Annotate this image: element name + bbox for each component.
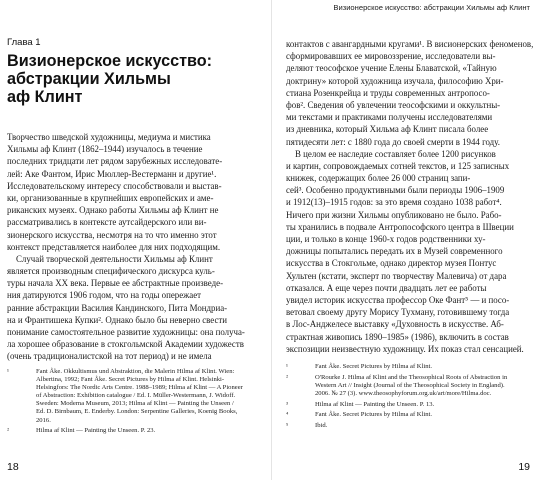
footnote-text: Ibid. [315,421,328,429]
text-line: ния датируются 1906 годом, что на годы опережает [7,290,202,301]
footnote-text: O'Rourke J. Hilma af Klint and the Theosophical Roots of Abstraction in [315,373,508,381]
text-line: деляют теософское учение Елены Блаватской, «Тайную [286,63,497,74]
text-line: пятидесяти лет: с 1880 года до своей смерти в 1944 году. [286,136,500,147]
text-line: Хультен (кстати, эксперт по творчеству Малевича) от дара [286,270,507,281]
text-line: и 1912(13)–1915 годов: за это время создано 1038 работ⁴. [286,197,502,208]
footnote [286,374,538,398]
text-line: на и Франтишека Купки². Однако было бы неверно свести [7,314,228,325]
footnote-text: 2016. [36,416,51,424]
text-line: ции, и только в конце 1960-х годов родственники ху- [286,234,486,244]
footnote-text: 2006. № 27 (3). www.theosophyforum.org.uk/art/more/Hilma.doc. [315,389,492,397]
chapter-label: Глава 1 [7,37,41,48]
right-page [272,0,544,480]
footnote-text: Fant Åke. Okkultismus und Abstraktion, die Malerin Hilma af Klint. Wien: [36,368,235,375]
footnote-number: ¹ [7,368,9,375]
footnote [7,427,265,435]
text-line: В целом ее наследие составляет более 1200 рисунков [295,148,496,159]
footnote-text: of Abstraction: Exhibition catalogue / Ed. I. Müller-Westermann, J. Widoff. [36,392,236,400]
text-line: контактов с авангардными кругами¹. В висионерских феноменов, [286,39,534,49]
chapter-title-line: абстракции Хильмы [7,70,171,89]
footnote-text: Western Art // Insight (Journal of the Theosophical Society in England). [315,381,505,389]
text-line: стиана Розенкрейца и труды современных антропосо- [286,87,490,98]
text-line: экспозиции неизвестную художницу. Их показ стал сенсацией. [286,343,524,354]
footnote [286,363,538,371]
left-footnotes [7,368,265,438]
footnote-text: Fant Åke. Secret Pictures by Hilma af Klint. [315,363,433,370]
footnote [7,368,265,425]
text-line: искусства в Стокгольме, однако директор музея Понтус [286,258,497,269]
footnote-number: ⁵ [286,421,289,429]
chapter-title [7,52,269,107]
footnote-text: Hilma af Klint — Painting the Unseen. P. 23. [36,427,156,435]
text-line: Случай творческой деятельности Хильмы аф Клинт [16,253,213,264]
text-line: риканских музеях. Однако работы Хильмы аф Клинт не [7,205,219,216]
footnote-text: Albertina, 1992; Fant Åke. Secret Pictures by Hilma af Klint. Helsinki- [36,376,225,384]
text-line: Хильмы аф Клинт (1862–1944) изучалось в течение [7,144,203,155]
footnote-text: Hilma af Klint — Painting the Unseen. P. 13. [315,400,435,408]
footnote [286,422,538,430]
footnote-number: ¹ [286,363,288,370]
text-line: дожницы попытались передать их в Музей современного [286,246,503,257]
text-line: последних тридцати лет рядом зарубежных исследовате- [7,156,223,167]
footnote-number: ⁴ [286,411,289,419]
text-line: и картин, сопровождаемых сотней текстов, и 125 записных [286,160,510,171]
footnote-number: ³ [286,400,288,408]
footnote [286,411,538,419]
text-line: увидел историк искусства профессор Оке Фант⁵ — и посо- [286,294,510,305]
left-body-text [7,131,265,363]
chapter-title-line: аф Клинт [7,88,83,107]
footnote-number: ² [286,373,288,381]
footnote-text: Fant Åke. Secret Pictures by Hilma af Klint. [315,411,433,419]
text-line: лей: Аке Фантом, Ирис Мюллер-Вестерманн и другие¹. [7,168,217,179]
page-number: 19 [518,461,530,473]
text-line: книжек, содержащих более 26 000 страниц запи- [286,173,471,184]
text-line: ты хранились в подвале Антропософского центра в Швеции [286,221,514,232]
text-line: ми текстами и практиками получены исследователями [286,112,493,123]
text-line: из дневника, который Хильма аф Клинт писала более [286,124,489,135]
text-line: контекст представляется наиболее для них подходящим. [7,241,221,252]
text-line: рассматривались в контексте аутсайдерского или ви- [7,217,207,228]
running-head: Визионерское искусство: абстракции Хильмы аф Клинт [333,3,530,12]
footnote-number: ² [7,427,9,435]
text-line: Ничего при жизни Хильмы опубликовано не было. Рабо- [286,209,502,220]
text-line: сей³. Особенно продуктивными были периоды 1906–1909 [286,185,505,196]
footnote-text: Ed. D. Birnbaum, E. Enderby. London: Serpentine Galleries, Koenig Books, [36,408,238,416]
text-line: Творчество шведской художницы, медиума и мистика [7,132,211,142]
text-line: доктрину» которой художница изучала, философию Хри- [286,75,504,86]
footnote [286,401,538,409]
text-line: туры начала XX века. Первые ее абстрактные произведе- [7,278,224,289]
text-line: ранние абстракции Василия Кандинского, Пита Мондриа- [7,302,228,313]
right-body-text [286,38,538,355]
text-line: сформировавших ее мировоззрение, исследователи вы- [286,51,496,62]
page-number: 18 [7,461,19,473]
text-line: страктная живопись 1890–1985» (1986), включить в состав [286,331,509,342]
text-line: фов². Сведения об увлечении теософскими и оккультны- [286,99,501,110]
text-line: зионерского искусства, несмотря на то что именно этот [7,229,217,240]
text-line: (очень традиционалистской на тот период) и не имела [7,351,212,362]
text-line: в Лос-Анджелесе выставку «Духовность в искусстве. Аб- [286,319,504,330]
text-line: ла хорошее образование в стокгольмской Академии художеств [7,339,244,350]
text-line: отказался. А еще через почти двадцать лет ее работы [286,282,487,293]
text-line: ветовал своему другу Морису Тухману, готовившему тогда [286,307,510,318]
chapter-title-line: Визионерское искусство: [7,52,213,70]
footnote-text: Sweden: Moderna Museum, 2013; Hilma af Klint — Painting the Unseen / [36,400,234,408]
footnote-text: Helsingfors: The Nordic Arts Centre. 1988–1989; Hilma af Klint — A Pioneer [36,384,243,392]
text-line: Исследовательскому интересу способствовали и выстав- [7,180,222,191]
text-line: ки, организованные в крупнейших европейских и аме- [7,192,214,203]
right-footnotes [286,363,538,433]
text-line: понимание самостоятельное развитие художницы: она получа- [7,327,245,337]
text-line: является производным специфического дискурса куль- [7,266,215,277]
